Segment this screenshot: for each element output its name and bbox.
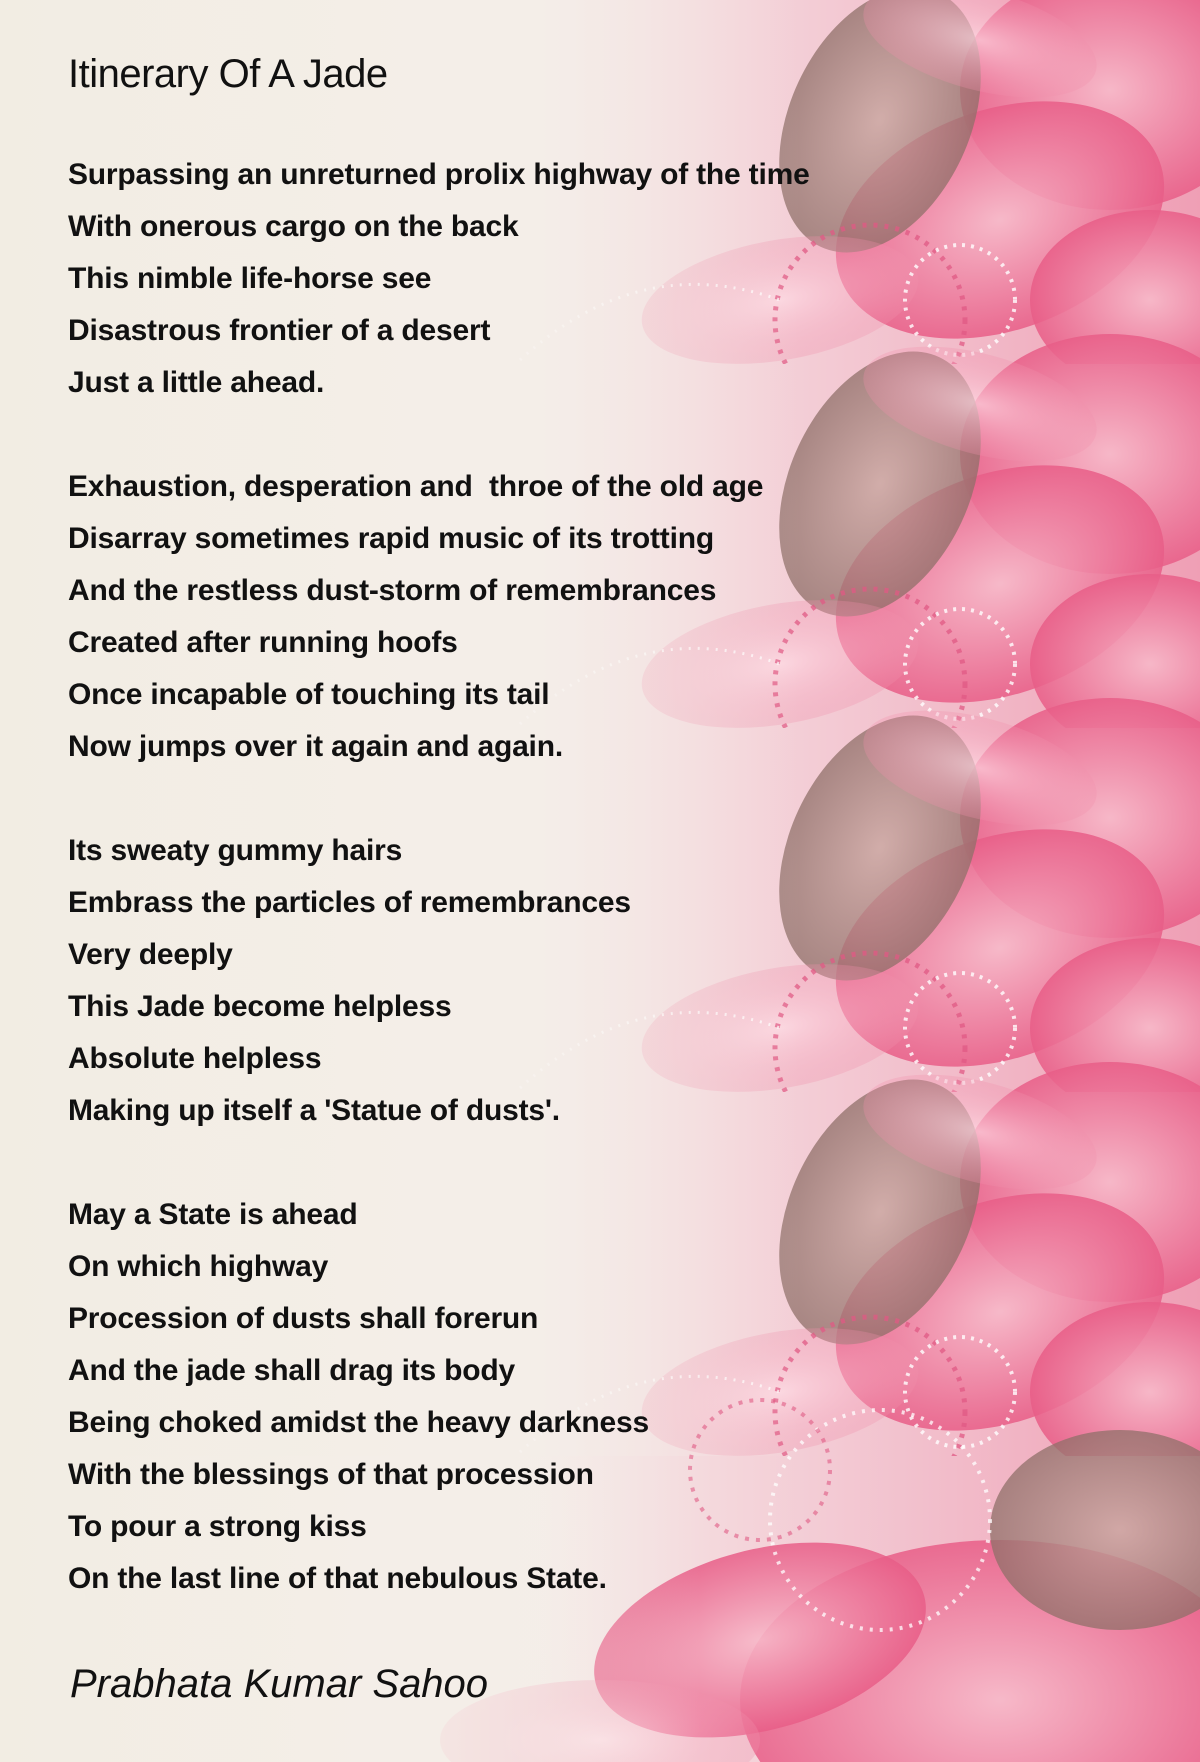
poem-line: Once incapable of touching its tail bbox=[68, 678, 550, 711]
poem-line: Surpassing an unreturned prolix highway of the time bbox=[68, 158, 810, 191]
poem-line: Embrass the particles of remembrances bbox=[68, 886, 631, 919]
poem-line: Very deeply bbox=[68, 938, 233, 971]
poem-line: Being choked amidst the heavy darkness bbox=[68, 1406, 649, 1439]
poem-line: Making up itself a 'Statue of dusts'. bbox=[68, 1094, 560, 1127]
poem-author: Prabhata Kumar Sahoo bbox=[70, 1662, 489, 1706]
poem-line: With onerous cargo on the back bbox=[68, 210, 519, 243]
poem-line: To pour a strong kiss bbox=[68, 1510, 367, 1543]
poem-line: Disarray sometimes rapid music of its trotting bbox=[68, 522, 714, 555]
stanza-1 bbox=[68, 149, 810, 409]
poem-line: With the blessings of that procession bbox=[68, 1458, 594, 1491]
poem-line: Just a little ahead. bbox=[68, 366, 325, 399]
poem-line: And the jade shall drag its body bbox=[68, 1354, 515, 1387]
poem-line: And the restless dust-storm of remembrances bbox=[68, 574, 717, 607]
poem-title: Itinerary Of A Jade bbox=[68, 52, 388, 96]
poem-line: Exhaustion, desperation and throe of the old age bbox=[68, 470, 764, 503]
poem-line: On which highway bbox=[68, 1250, 329, 1283]
poem-line: Disastrous frontier of a desert bbox=[68, 314, 491, 347]
stanza-3 bbox=[68, 825, 631, 1137]
poem-line: Now jumps over it again and again. bbox=[68, 730, 563, 763]
poem-line: This nimble life-horse see bbox=[68, 262, 432, 295]
stanza-2 bbox=[68, 461, 763, 773]
poem-line: On the last line of that nebulous State. bbox=[68, 1562, 607, 1595]
poem-line: Absolute helpless bbox=[68, 1042, 322, 1075]
poem-line: This Jade become helpless bbox=[68, 990, 452, 1023]
poem-line: Created after running hoofs bbox=[68, 626, 458, 659]
poem-line: Its sweaty gummy hairs bbox=[68, 834, 403, 867]
poem-line: May a State is ahead bbox=[68, 1198, 358, 1231]
poem-line: Procession of dusts shall forerun bbox=[68, 1302, 539, 1335]
stanza-4 bbox=[68, 1189, 649, 1605]
